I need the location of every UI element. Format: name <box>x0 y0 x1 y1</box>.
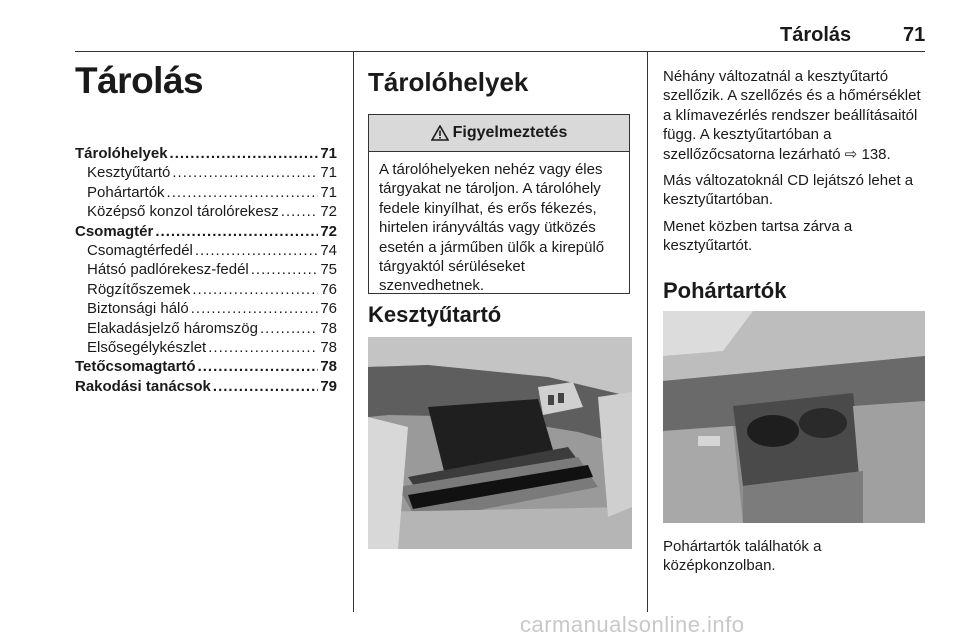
running-header-title: Tárolás <box>780 24 852 46</box>
toc-entry-label: Rögzítőszemek <box>87 280 191 298</box>
toc-entry-page: 71 <box>320 164 337 182</box>
toc-entry[interactable] <box>75 357 337 376</box>
page-number: 71 <box>903 24 926 46</box>
table-of-contents <box>75 144 337 396</box>
toc-entry[interactable] <box>75 260 337 279</box>
toc-entry[interactable] <box>75 377 337 396</box>
toc-entry-label: Tárolóhelyek <box>75 145 168 162</box>
paragraph-cd-player: Más változatoknál CD lejátszó lehet a kesztyűtartóban. <box>663 172 914 209</box>
toc-entry[interactable] <box>75 222 337 241</box>
paragraph-ventilation: Néhány változatnál a kesztyűtartó szellőzik. A szellőzés és a hőmérséklet a klímavezérlés rendszer beállításaitól függ. A kesztyűtartóban a szellőzőcsatorna lezárható ⇨ 138. <box>663 68 921 163</box>
toc-entry[interactable] <box>75 241 337 260</box>
toc-leader-dots <box>281 202 319 221</box>
toc-entry-label: Rakodási tanácsok <box>75 377 211 395</box>
toc-entry-label: Pohártartók <box>87 183 165 201</box>
warning-title: Figyelmeztetés <box>452 124 568 141</box>
watermark: carmanualsonline.info <box>520 612 745 637</box>
warning-header <box>369 115 629 152</box>
toc-entry-label: Elsősegélykészlet <box>87 339 207 357</box>
toc-entry-page: 75 <box>320 261 337 279</box>
toc-entry-page: 71 <box>320 183 337 201</box>
toc-entry[interactable] <box>75 144 337 163</box>
toc-entry-label: Hátsó padlórekesz-fedél <box>87 261 249 279</box>
warning-box <box>368 114 630 294</box>
toc-entry-page: 78 <box>320 319 337 337</box>
toc-leader-dots <box>208 338 318 357</box>
toc-entry-page: 72 <box>320 222 337 240</box>
toc-entry[interactable] <box>75 163 337 182</box>
section-title: Tárolóhelyek <box>368 67 529 97</box>
toc-entry-label: Biztonsági háló <box>87 300 189 318</box>
toc-entry-page: 71 <box>320 145 337 162</box>
toc-entry-page: 76 <box>320 280 337 298</box>
warning-text: A tárolóhelyeken nehéz vagy éles tárgyakat ne tároljon. A tárolóhely fedele kinyílhat, és erős fékezés, hirtelen irányváltás vagy ütközés esetén a járműben ülők a kirepülő tárgyaktól sérüléseket szenvedhetnek. <box>379 161 605 295</box>
glovebox-photo <box>368 337 632 549</box>
toc-leader-dots <box>198 357 319 376</box>
toc-entry-page: 76 <box>320 300 337 318</box>
toc-leader-dots <box>172 163 318 182</box>
toc-leader-dots <box>155 222 318 241</box>
toc-leader-dots <box>192 280 318 299</box>
toc-entry-page: 74 <box>320 242 337 260</box>
toc-entry-page: 79 <box>320 377 337 395</box>
toc-leader-dots <box>191 299 319 318</box>
chapter-title: Tárolás <box>75 60 204 101</box>
toc-entry-label: Kesztyűtartó <box>87 164 171 182</box>
toc-entry-label: Tetőcsomagtartó <box>75 358 196 376</box>
toc-entry-page: 78 <box>320 358 337 376</box>
toc-entry-label: Csomagtér <box>75 222 154 240</box>
toc-leader-dots <box>167 183 319 202</box>
cupholder-caption: Pohártartók találhatók a középkonzolban. <box>663 538 822 575</box>
toc-entry[interactable] <box>75 280 337 299</box>
cupholder-photo <box>663 311 925 523</box>
warning-triangle-icon <box>431 125 449 141</box>
header-divider <box>75 51 925 52</box>
toc-leader-dots <box>213 377 318 396</box>
toc-leader-dots <box>170 144 319 163</box>
toc-entry-label: Csomagtérfedél <box>87 242 193 260</box>
toc-entry-label: Elakadásjelző háromszög <box>87 319 258 337</box>
toc-leader-dots <box>195 241 318 260</box>
subsection-title-glovebox: Kesztyűtartó <box>368 302 502 327</box>
glovebox-description <box>663 67 931 263</box>
toc-entry[interactable] <box>75 202 337 221</box>
toc-entry[interactable] <box>75 299 337 318</box>
toc-entry-page: 78 <box>320 339 337 357</box>
toc-entry-label: Középső konzol tárolórekesz <box>87 203 279 221</box>
paragraph-keep-closed: Menet közben tartsa zárva a kesztyűtartót. <box>663 217 853 255</box>
toc-entry[interactable] <box>75 319 337 338</box>
toc-leader-dots <box>260 319 318 338</box>
toc-entry-page: 72 <box>320 203 337 221</box>
toc-entry[interactable] <box>75 183 337 202</box>
subsection-title-cupholders: Pohártartók <box>663 278 787 303</box>
column-divider-right <box>647 52 648 612</box>
column-divider-left <box>353 52 354 612</box>
toc-entry[interactable] <box>75 338 337 357</box>
toc-leader-dots <box>251 260 319 279</box>
